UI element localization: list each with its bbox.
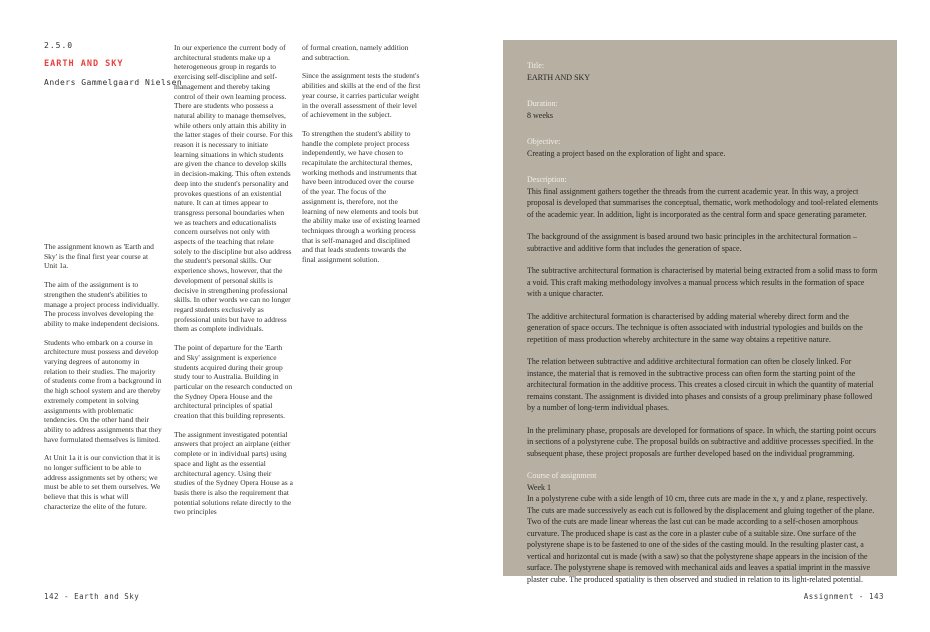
spacer	[527, 128, 879, 136]
paragraph: At Unit 1a it is our conviction that it is no longer sufficient to be able to address assignments set by others; we must be able to set them ourselves. We believe that this is what will characterize the elite of the future.	[44, 453, 161, 511]
description-paragraph: The additive architectural formation is characterised by adding material whereby direct form and the generation of space occurs. The technique is often associated with industrial typologies and builds on the repetition of mass production whereby architecture in the same way obtains a repetitive nature.	[527, 311, 863, 344]
paragraph: of formal creation, namely addition and subtraction.	[302, 43, 409, 62]
page-footer-left: 142 - Earth and Sky	[44, 592, 140, 601]
paragraph: To strengthen the student's ability to handle the complete project process independently, we have chosen to recapitulate the architectural themes, working methods and instruments that have been introduced over the course of the year. The focus of the assignment is, therefore, not the learning of new elements and tools but the ability make use of existing learned techniques through a working process that is self-managed and disciplined and that leads students towards the final assignment solution.	[302, 128, 420, 265]
description-paragraph: The subtractive architectural formation is characterised by material being extracted from a solid mass to form a void. This craft making methodology involves a manual process which results in the formation of space with a unique character.	[527, 266, 878, 298]
course-of-assignment-label: Course of assignment	[527, 471, 597, 480]
paragraph: The assignment known as 'Earth and Sky' is the final first year course at Unit 1a.	[44, 242, 154, 271]
week1-label: Week 1	[527, 482, 552, 492]
description-label: Description:	[527, 175, 567, 184]
section-number: 2.5.0	[44, 41, 74, 50]
description-paragraph: The relation between subtractive and additive architectural formation can often be closely linked. For instance, the material that is removed in the subtractive process can often form the starting point of the architectural formation in the additive process. This creates a closed circuit in which the quantity of material remains constant. The assignment is divided into phases and consists of a group preliminary phase followed by a number of long-term individual phases.	[527, 357, 874, 412]
paragraph: In our experience the current body of architectural students make up a heterogeneous group in regards to exercising self-discipline and self-management and thereby taking control of their own learning process. There are students who possess a natural ability to manage themselves, while others only attain this ability in the latter stages of their course. For this reason it is necessary to initiate learning situations in which students are given the chance to develop skills in decision-making. This often extends deep into the student's personality and provokes questions of an existential nature. It can at times appear to transgress personal boundaries when we as teachers and educationalists concern ourselves not only with aspects of the teaching that relate solely to the discipline but also address the student's personal skills. Our experience shows, however, that the development of personal skills is decisive in strengthening professional skills. In other words we can no longer regard students exclusively as professional units but have to address them as complete individuals.	[174, 43, 293, 334]
title-value: EARTH AND SKY	[527, 72, 591, 82]
spacer	[527, 166, 879, 174]
page-title: EARTH AND SKY	[44, 59, 124, 69]
page-footer-right: Assignment - 143	[803, 592, 884, 601]
spacer	[527, 90, 879, 98]
week1-paragraph: In a polystyrene cube with a side length of 10 cm, three cuts are made in the x, y and z plane, respectively. The cuts are made successively as each cut is followed by the displacement and gluing together of the plane. Two of the cuts are made linear whereas the last cut can be made according to a self-chosen amorphous curvature. The produced shape is cast as the core in a plaster cube of a suitable size. One surface of the polystyrene shape is to be fastened to one of the sides of the casting mould. In the resulting plaster cast, a vertical and horizontal cut is made (with a saw) so that the polystyrene shape appears in the incision of the surface. The polystyrene shape is removed with mechanical aids and leaves a spatial imprint in the massive plaster cube. The produced spatiality is then observed and studied in relation to its light-related potential.	[527, 494, 875, 584]
duration-value: 8 weeks	[527, 110, 553, 120]
title-label: Title:	[527, 61, 545, 70]
description-paragraph: This final assignment gathers together the threads from the current academic year. In this way, a project proposal is developed that summarises the conceptual, thematic, work methodology and tool-related elements of the academic year. In addition, light is incorporated as the central form and space generating parameter.	[527, 186, 879, 219]
paragraph: The aim of the assignment is to strengthen the student's abilities to manage a project process individually. The process involves developing the ability to make independent decisions.	[44, 280, 160, 328]
text-column-3	[302, 43, 421, 274]
description-paragraph: The background of the assignment is based around two basic principles in the architectural formation – subtractive and additive form that includes the generation of space.	[527, 232, 857, 253]
paragraph: Since the assignment tests the student's abilities and skills at the end of the first year course, it carries particular weight in the overall assessment of their level of achievement in the subject.	[302, 71, 421, 120]
objective-label: Objective:	[527, 137, 561, 146]
text-column-1	[44, 242, 163, 521]
paragraph: Students who embark on a course in architecture must possess and develop varying degrees of autonomy in relation to their studies. The majority of students come from a background in the high school system and are thereby extremely competent in solving assignments with problematic tendencies. On the other hand their ability to address assignments that they have formulated themselves is limited.	[44, 337, 162, 444]
assignment-brief-panel	[503, 40, 897, 584]
objective-value: Creating a project based on the exploration of light and space.	[527, 148, 726, 158]
text-column-2	[174, 43, 293, 526]
paragraph: The point of departure for the 'Earth and Sky' assignment is experience students acquired during their group study tour to Australia. Building in particular on the research conducted on the Sydney Opera House and the architectural principles of spatial creation that this building represents.	[174, 343, 293, 421]
description-paragraph: In the preliminary phase, proposals are developed for formations of space. In which, the starting point occurs in sections of a polystyrene cube. The proposal builds on subtractive and additive processes specified. In the subsequent phase, these project proposals are further developed based on the individual programming.	[527, 425, 877, 458]
author-name: Anders Gammelgaard Nielsen	[44, 78, 183, 87]
paragraph: The assignment investigated potential answers that project an airplane (either complete or in individual parts) using space and light as the essential architectural agency. Using their studies of the Sydney Opera House as a basis there is also the requirement that potential solutions relate directly to the two principles	[174, 429, 293, 517]
duration-label: Duration:	[527, 99, 558, 108]
